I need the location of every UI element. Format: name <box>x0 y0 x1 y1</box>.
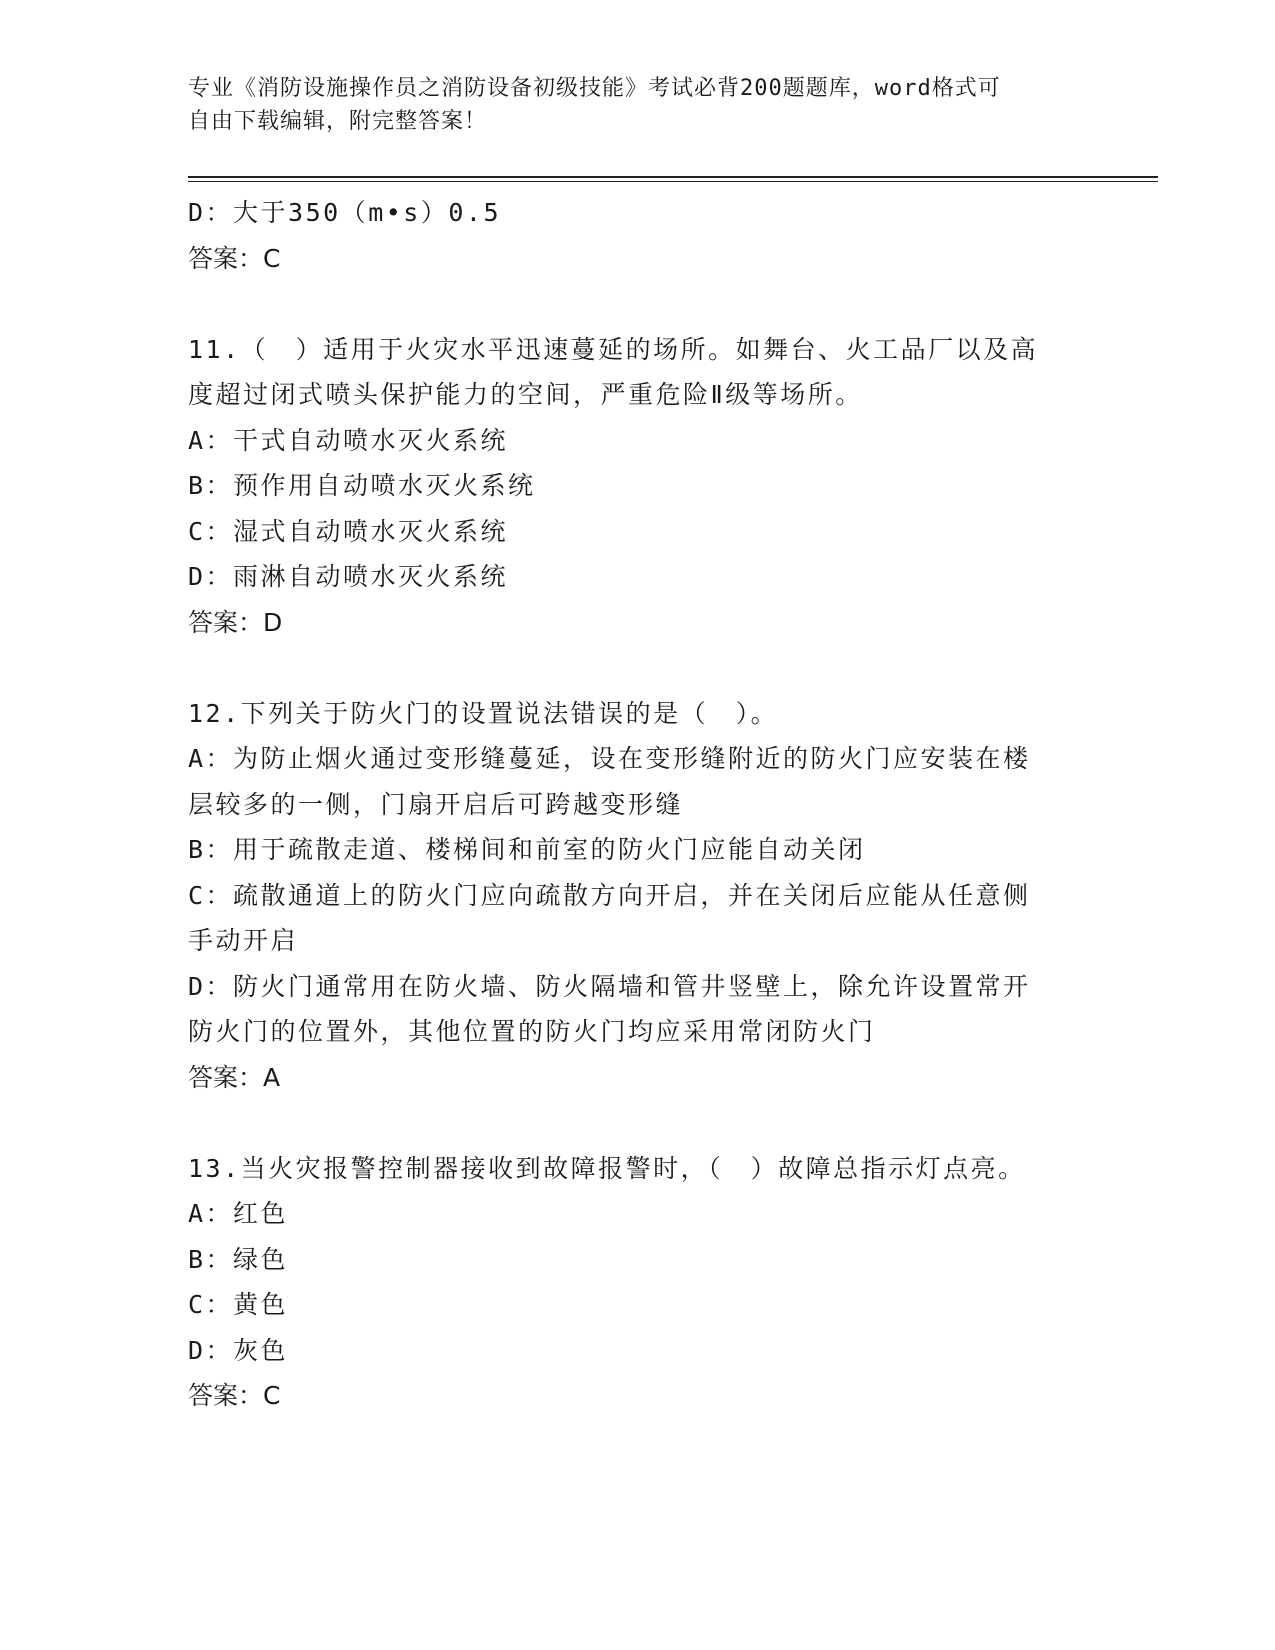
spacer <box>188 1100 1088 1146</box>
document-header <box>188 72 1078 138</box>
answer-label: 答案： <box>188 243 264 273</box>
question-13 <box>188 1146 1088 1419</box>
option-c: C：湿式自动喷水灭火系统 <box>188 516 509 546</box>
question-stem-line: 度超过闭式喷头保护能力的空间，严重危险Ⅱ级等场所。 <box>188 380 863 409</box>
answer-label: 答案： <box>188 1062 264 1092</box>
question-answer <box>188 600 1088 646</box>
spacer <box>188 281 1088 327</box>
question-stem-line: 13.当火灾报警控制器接收到故障报警时，（ ）故障总指示灯点亮。 <box>188 1153 1026 1183</box>
question-answer <box>188 1373 1088 1419</box>
prev-option-d: D：大于350（m•s）0.5 <box>188 198 502 227</box>
option-a: A：干式自动喷水灭火系统 <box>188 425 509 455</box>
option-b: B：预作用自动喷水灭火系统 <box>188 471 536 500</box>
answer-value: C <box>263 243 281 273</box>
question-stem-line: 11.（ ）适用于火灾水平迅速蔓延的场所。如舞台、火工品厂以及高 <box>188 334 1039 364</box>
option-c: C：疏散通道上的防火门应向疏散方向开启，并在关闭后应能从任意侧 <box>188 880 1031 910</box>
header-rule-thin <box>188 181 1158 182</box>
answer-value: A <box>263 1062 281 1092</box>
question-11 <box>188 327 1088 646</box>
header-line-2: 自由下载编辑，附完整答案！ <box>188 109 488 134</box>
option-c-cont: 手动开启 <box>188 926 299 955</box>
option-a-cont: 层较多的一侧，门扇开启后可跨越变形缝 <box>188 789 684 819</box>
spacer <box>188 645 1088 691</box>
option-a: A：红色 <box>188 1199 289 1228</box>
answer-value: D <box>263 607 283 637</box>
option-b: B：用于疏散走道、楼梯间和前室的防火门应能自动关闭 <box>188 835 866 864</box>
prev-answer <box>188 236 1088 282</box>
question-stem-line: 12.下列关于防火门的设置说法错误的是（ ）。 <box>188 698 779 728</box>
answer-label: 答案： <box>188 607 264 637</box>
header-rule-thick <box>188 176 1158 178</box>
option-b: B：绿色 <box>188 1244 289 1274</box>
option-c: C：黄色 <box>188 1290 289 1319</box>
question-content <box>188 190 1088 1419</box>
option-d-cont: 防火门的位置外，其他位置的防火门均应采用常闭防火门 <box>188 1017 876 1046</box>
question-12 <box>188 691 1088 1101</box>
option-d: D：雨淋自动喷水灭火系统 <box>188 562 509 591</box>
answer-value: C <box>263 1381 281 1410</box>
option-d: D：防火门通常用在防火墙、防火隔墙和管井竖壁上，除允许设置常开 <box>188 971 1031 1001</box>
answer-label: 答案： <box>188 1381 264 1410</box>
option-a: A：为防止烟火通过变形缝蔓延，设在变形缝附近的防火门应安装在楼 <box>188 744 1031 773</box>
option-d: D：灰色 <box>188 1335 289 1365</box>
question-answer <box>188 1055 1088 1101</box>
header-line-1: 专业《消防设施操作员之消防设备初级技能》考试必背200题题库，word格式可 <box>188 76 1001 101</box>
